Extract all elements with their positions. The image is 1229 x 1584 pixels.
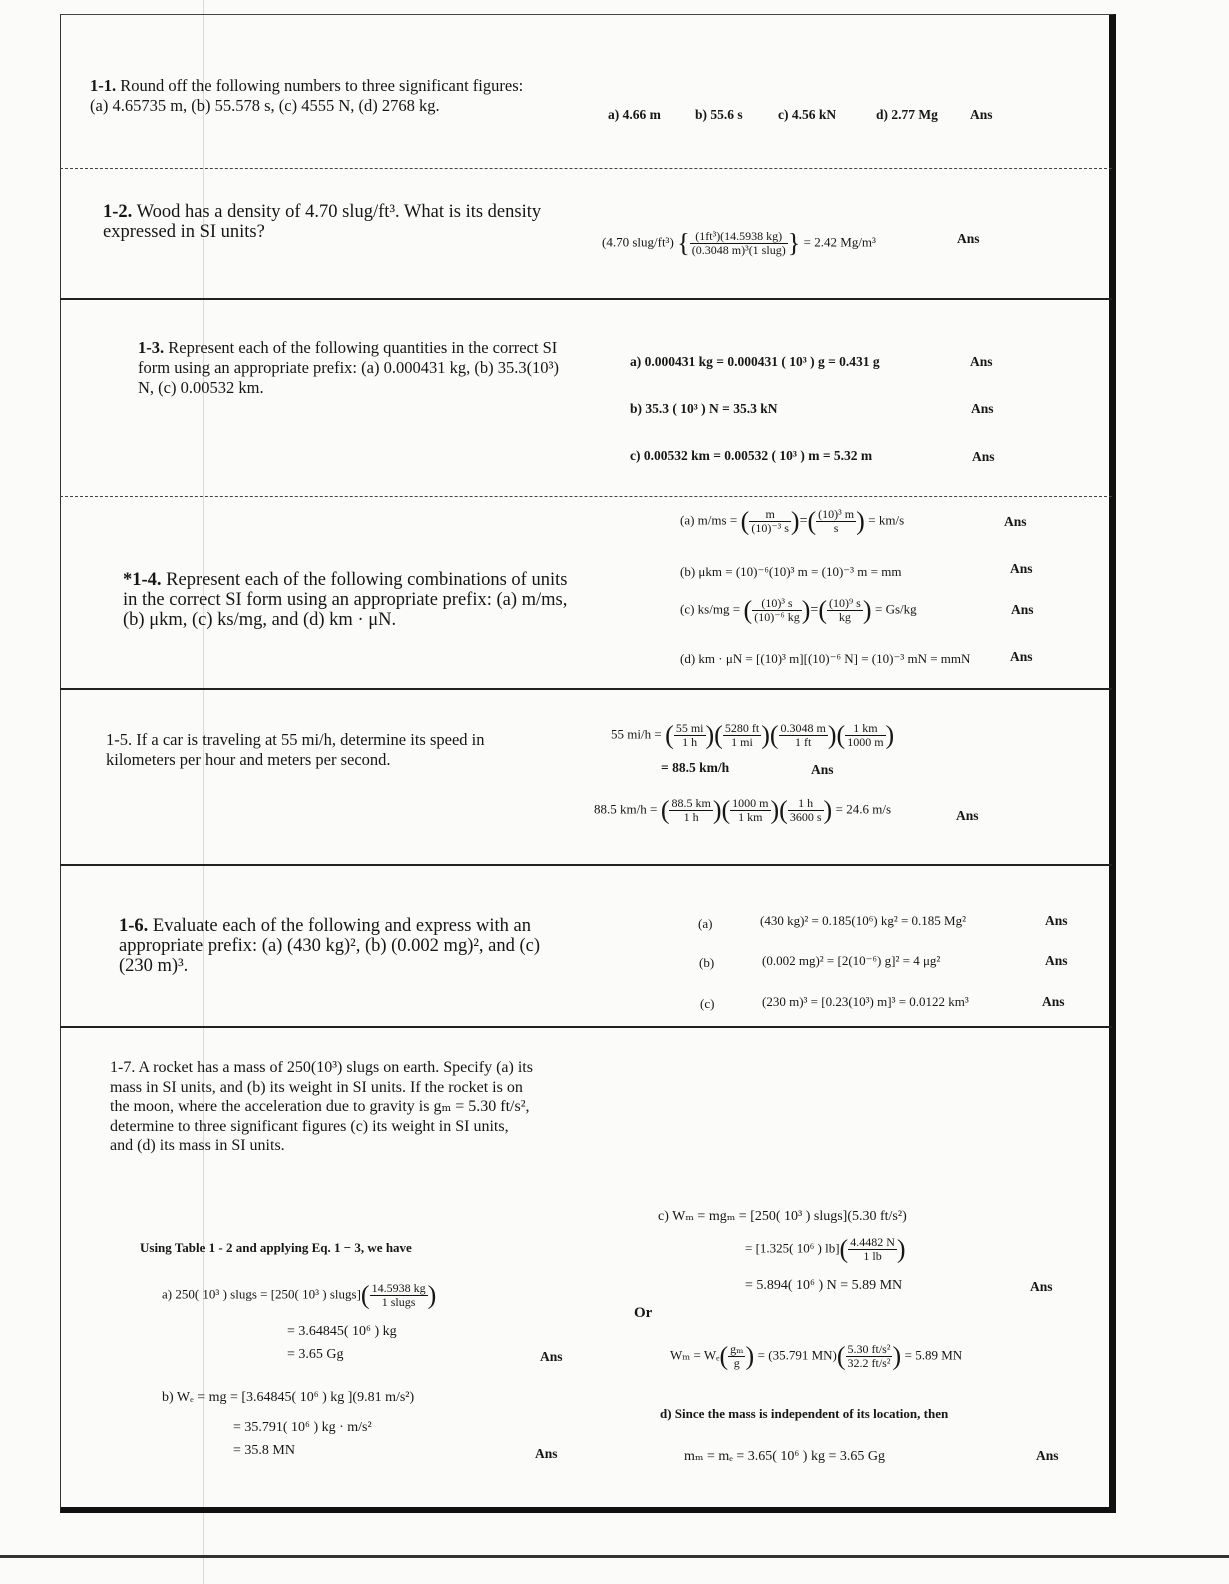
frac-numerator: 1 h <box>788 797 824 811</box>
density-lead: (4.70 slug/ft³) <box>602 234 674 250</box>
frac-denominator: 1 slugs <box>381 1295 416 1309</box>
problem-text: Round off the following numbers to three significant figures: (a) 4.65735 m, (b) 55.578 s, (c) 4555 N, (d) 2768 kg. <box>90 76 524 115</box>
problem-number: 1-7. <box>110 1059 136 1076</box>
answer-marker: Ans <box>1010 561 1033 576</box>
solution-1-7b: b) Wₑ = mg = [3.64845( 10⁶ ) kg ](9.81 m/s²) <box>162 1390 415 1405</box>
frac-denominator: 1000 m <box>847 735 884 749</box>
label-c: (c) <box>700 996 715 1011</box>
answer-marker: Ans <box>971 401 994 416</box>
expr-lead: 55 mi/h = <box>611 726 662 742</box>
frac-denominator: 1 km <box>738 810 763 824</box>
expr-result: = km/s <box>868 512 905 528</box>
divider <box>60 168 1112 169</box>
answer-marker: Ans <box>1011 602 1034 617</box>
answer-marker: Ans <box>970 354 993 369</box>
intro-text: Using Table 1 - 2 and applying Eq. 1 − 3, we have <box>140 1240 412 1255</box>
problem-1-5 <box>106 730 546 770</box>
frac-denominator: 32.2 ft/s² <box>847 1356 891 1370</box>
problem-text: If a car is traveling at 55 mi/h, determine its speed in kilometers per hour and meters per second. <box>106 730 485 769</box>
expr-result: = 5.89 MN <box>904 1347 963 1363</box>
frac-numerator: 0.3048 m <box>780 721 826 735</box>
label-b: (b) <box>699 955 715 970</box>
solution-1-6b: (0.002 mg)² = [2(10⁻⁶) g]² = 4 μg² <box>762 953 941 968</box>
or-label: Or <box>634 1305 653 1321</box>
answer-marker: Ans <box>540 1349 563 1364</box>
frac-numerator: 55 mi <box>675 721 704 735</box>
problem-number: *1-4. <box>123 570 162 590</box>
frac-numerator: 88.5 km <box>671 796 711 810</box>
answer-marker: Ans <box>1004 514 1027 529</box>
frac-numerator: (10)³ m <box>818 507 855 521</box>
page-bottom-edge <box>0 1555 1229 1558</box>
answer-marker: Ans <box>535 1446 558 1461</box>
frac-numerator: 5.30 ft/s² <box>847 1342 891 1356</box>
problem-1-4 <box>123 570 573 630</box>
frac-numerator: 4.4482 N <box>850 1235 895 1249</box>
solution-1-3a: a) 0.000431 kg = 0.000431 ( 10³ ) g = 0.431 g <box>630 354 880 369</box>
solution-1-3b: b) 35.3 ( 10³ ) N = 35.3 kN <box>630 401 778 416</box>
frac-numerator: (10)³ s <box>752 597 802 611</box>
problem-text: Wood has a density of 4.70 slug/ft³. What is its density expressed in SI units? <box>103 202 542 242</box>
frac-denominator: (0.3048 m)³(1 slug) <box>691 243 786 257</box>
solution-1-1c: c) 4.56 kN <box>778 107 837 122</box>
result-1-5-kmh: = 88.5 km/h <box>661 760 730 775</box>
answer-marker: Ans <box>957 231 980 246</box>
divider <box>60 864 1112 866</box>
problem-number: 1-6. <box>119 916 149 936</box>
solution-1-7d: d) Since the mass is independent of its location, then <box>660 1406 949 1421</box>
frac-denominator: s <box>833 521 839 535</box>
problem-number: 1-3. <box>138 338 165 357</box>
answer-marker: Ans <box>970 107 993 122</box>
frac-numerator: gₘ <box>730 1342 744 1356</box>
solution-1-6c: (230 m)³ = [0.23(10³) m]³ = 0.0122 km³ <box>762 994 969 1009</box>
answer-marker: Ans <box>811 762 834 777</box>
frac-denominator: 1 ft <box>795 735 812 749</box>
frac-numerator: 14.5938 kg <box>371 1281 426 1295</box>
solution-1-7c-step: = [1.325( 10⁶ ) lb]( $\frac{4.4482 N}{1 lb}$ ) <box>745 1234 906 1264</box>
solution-1-4a: (a) m/ms = ( $\frac{m}{\text{(10)⁻³ s}}$ )=( $\frac{\text{(10)³ m}}{s}$ ) = km/s <box>680 506 905 536</box>
problem-1-3 <box>138 338 566 398</box>
answer-marker: Ans <box>1045 913 1068 928</box>
frac-denominator: 1 mi <box>731 735 753 749</box>
answer-marker: Ans <box>972 449 995 464</box>
solution-1-1b: b) 55.6 s <box>695 107 743 122</box>
expr-lead: a) 250( 10³ ) slugs = [250( 10³ ) slugs] <box>162 1286 361 1302</box>
divider <box>60 496 1112 497</box>
expr-lead: (a) m/ms = <box>680 512 738 528</box>
density-result: = 2.42 Mg/m³ <box>803 234 876 250</box>
frac-denominator: 1 lb <box>863 1249 882 1263</box>
problem-1-2 <box>103 202 553 242</box>
solution-1-1d: d) 2.77 Mg <box>876 107 938 122</box>
frac-denominator: 3600 s <box>789 810 822 824</box>
problem-1-7 <box>110 1058 534 1156</box>
frac-numerator: 1 km <box>845 722 885 736</box>
solution-1-7b-result: = 35.8 MN <box>233 1443 295 1458</box>
solution-1-6a: (430 kg)² = 0.185(10⁶) kg² = 0.185 Mg² <box>760 913 967 928</box>
frac-denominator: 1 h <box>683 810 699 824</box>
frac-numerator: (10)⁹ s <box>828 596 861 610</box>
expr-lead: (c) ks/mg = <box>680 601 741 617</box>
divider <box>60 298 1112 300</box>
expr-result: = 24.6 m/s <box>835 801 892 817</box>
problem-text: Evaluate each of the following and express with an appropriate prefix: (a) (430 kg)², (b) (0.002 mg)², and (c) (230 m)³. <box>119 916 541 976</box>
solution-1-7a: a) 250( 10³ ) slugs = [250( 10³ ) slugs]( $\frac{14.5938 kg}{\text{1 slugs}}$ ) <box>162 1280 437 1310</box>
answer-marker: Ans <box>1042 994 1065 1009</box>
solution-1-4c: (c) ks/mg = ( $\frac{\text{(10)³ s}}{\text{(10)⁻⁶ kg}}$ )=( $\frac{\text{(10)⁹ s}}{kg}$ ) = Gs/kg <box>680 595 917 625</box>
solution-1-7a-result: = 3.65 Gg <box>287 1347 344 1362</box>
expr-lead: Wₘ = Wₑ <box>670 1347 720 1363</box>
answer-marker: Ans <box>1010 649 1033 664</box>
frac-denominator: kg <box>838 610 851 624</box>
answer-marker: Ans <box>1045 953 1068 968</box>
problem-text: Represent each of the following combinations of units in the correct SI form using an appropriate prefix: (a) m/ms, (b) μkm, (c) ks/mg, and (d) km · μN. <box>123 570 568 630</box>
problem-number: 1-1. <box>90 76 117 95</box>
solution-1-1a: a) 4.66 m <box>608 107 661 122</box>
expr-result: = Gs/kg <box>875 601 917 617</box>
problem-number: 1-5. <box>106 730 133 749</box>
solution-1-7a-step: = 3.64845( 10⁶ ) kg <box>287 1324 397 1339</box>
frac-numerator: 5280 ft <box>724 721 760 735</box>
expr-mid: = (35.791 MN) <box>757 1347 837 1363</box>
frac-denominator: 1 h <box>682 735 698 749</box>
divider <box>60 1026 1112 1028</box>
frac-numerator: m <box>749 508 791 522</box>
label-a: (a) <box>698 916 713 931</box>
answer-marker: Ans <box>1030 1279 1053 1294</box>
solution-1-4d: (d) km · μN = [(10)³ m][(10)⁻⁶ N] = (10)⁻³ mN = mmN <box>680 651 971 666</box>
solution-1-7c-result: = 5.894( 10⁶ ) N = 5.89 MN <box>745 1278 903 1293</box>
frac-denominator: g <box>733 1356 740 1370</box>
problem-text: A rocket has a mass of 250(10³) slugs on earth. Specify (a) its mass in SI units, and (b) its weight in SI units. If the rocket is on the moon, where the acceleration due to gravity is gₘ = 5.30 ft/s², determine to three significant figures (c) its weight in SI units, and (d) its mass in SI units. <box>110 1059 533 1154</box>
problem-text: Represent each of the following quantities in the correct SI form using an appropriate prefix: (a) 0.000431 kg, (b) 35.3(10³) N, (c) 0.00532 km. <box>138 338 559 397</box>
problem-1-1 <box>90 76 530 116</box>
solution-1-5-ms: 88.5 km/h = ( $\frac{88.5 km}{1 h}$ )( $\frac{1000 m}{1 km}$ )( $\frac{1 h}{3600 s}$ ) = 24.6 m/s <box>594 795 892 825</box>
expr-lead: 88.5 km/h = <box>594 801 658 817</box>
frac-numerator: 1000 m <box>732 796 769 810</box>
frac-denominator: (10)⁻³ s <box>751 521 789 535</box>
solution-1-7d-result: mₘ = mₑ = 3.65( 10⁶ ) kg = 3.65 Gg <box>684 1449 885 1464</box>
problem-1-6 <box>119 916 569 976</box>
problem-number: 1-2. <box>103 202 133 222</box>
answer-marker: Ans <box>956 808 979 823</box>
solution-1-7c-alt: Wₘ = Wₑ( $\frac{\text{gₘ}}{g}$ ) = (35.791 MN)( $\frac{\text{5.30 ft/s²}}{\text{32.2 ft/s²}}$ ) = 5.89 MN <box>670 1341 963 1371</box>
divider <box>60 688 1112 690</box>
frac-denominator: (10)⁻⁶ kg <box>754 610 800 624</box>
solution-1-7b-step: = 35.791( 10⁶ ) kg · m/s² <box>233 1420 372 1435</box>
solution-1-4b: (b) μkm = (10)⁻⁶(10)³ m = (10)⁻³ m = mm <box>680 564 902 579</box>
answer-marker: Ans <box>1036 1448 1059 1463</box>
expr-lead: = [1.325( 10⁶ ) lb] <box>745 1240 840 1256</box>
solution-1-5-kmh: 55 mi/h = ( $\frac{55 mi}{1 h}$ )( $\frac{5280 ft}{1 mi}$ )( $\frac{0.3048 m}{1 ft}$ )( $\frac{1 km}{1000 m}$ ) <box>611 720 895 750</box>
frac-numerator: (1ft³)(14.5938 kg) <box>690 230 788 244</box>
solution-1-3c: c) 0.00532 km = 0.00532 ( 10³ ) m = 5.32 m <box>630 448 873 463</box>
solution-1-2: (4.70 slug/ft³) { $\frac{\text{(1ft³)(14.5938 kg)}}{\text{(0.3048 m)³(1 slug)}}$ } = 2.42 Mg/m³ <box>602 228 876 258</box>
solution-1-7c: c) Wₘ = mgₘ = [250( 10³ ) slugs](5.30 ft/s²) <box>658 1209 907 1224</box>
